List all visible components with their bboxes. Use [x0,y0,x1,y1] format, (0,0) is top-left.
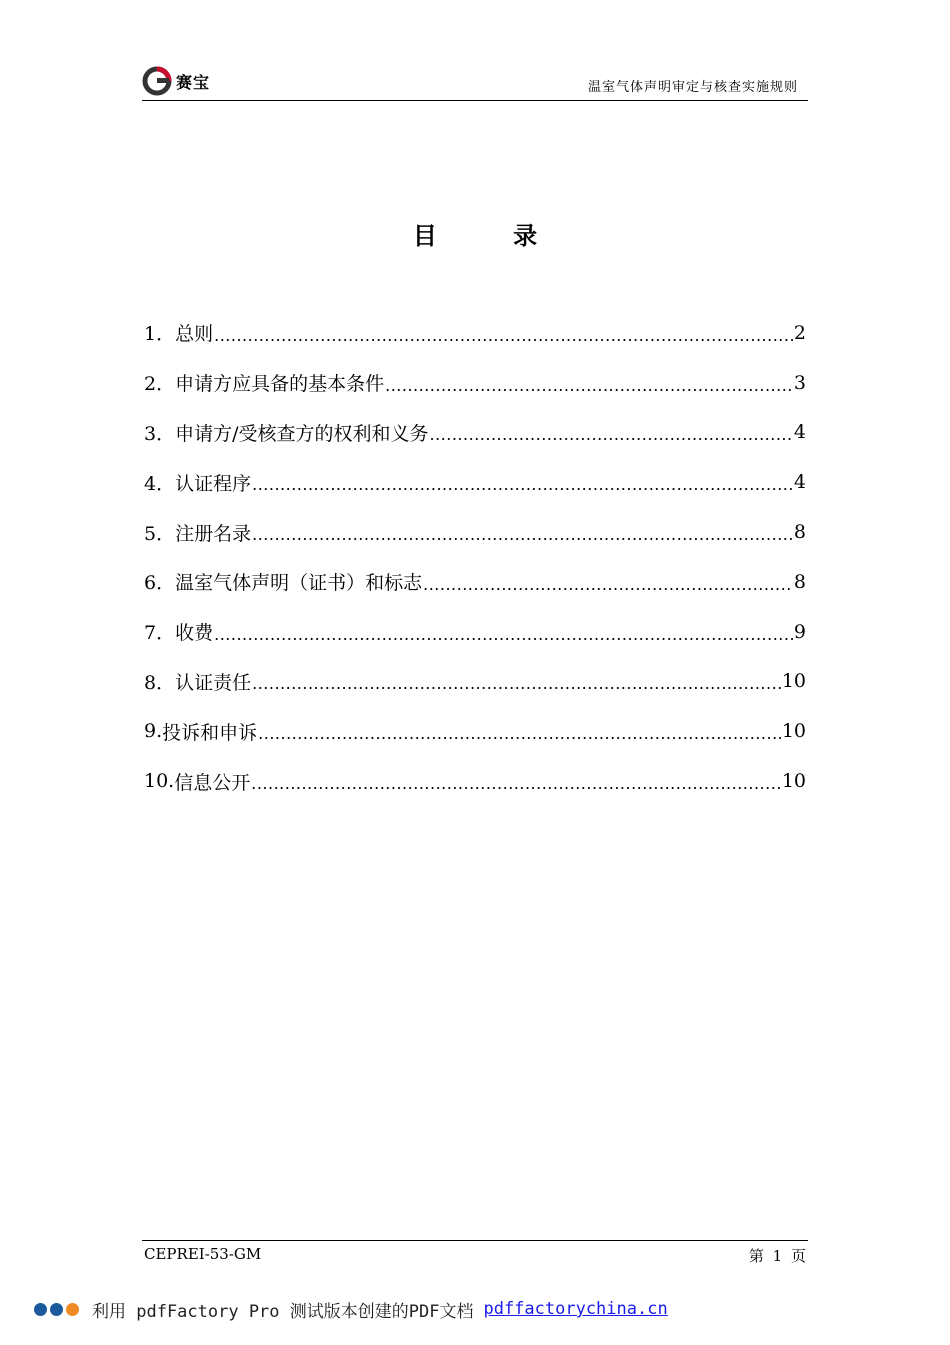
toc-page-number: 10 [781,770,806,793]
toc-leader-dots [430,425,793,457]
page-footer [142,1240,808,1267]
toc-entry-4[interactable] [144,457,806,507]
page-number-label: 第 1 页 [748,1247,806,1265]
page-header [142,62,808,101]
toc-leader-dots [252,525,793,557]
toc-leader-dots [258,724,781,756]
toc-number: 5． [144,522,176,545]
toc-page-number: 8 [793,570,806,593]
toc-leader-dots [423,575,793,607]
watermark-dot [34,1303,47,1316]
toc-leader-dots [251,774,781,806]
toc-entry-2[interactable] [144,358,806,408]
toc-leader-dots [214,625,793,657]
toc-label: 总则 [175,323,214,346]
page-title: 目 录 [412,222,572,250]
toc-leader-dots [385,376,793,408]
toc-entry-10[interactable] [144,756,806,806]
toc-number: 10. [144,770,175,793]
toc-label: 认证责任 [175,671,252,694]
watermark-link[interactable]: pdffactorychina.cn [483,1299,668,1319]
watermark-dots-icon [34,1303,82,1316]
toc-label: 收费 [175,622,214,645]
toc-page-number: 10 [781,670,806,693]
toc-number: 6． [144,572,176,595]
toc-label: 申请方/受核查方的权利和义务 [175,422,429,445]
toc-leader-dots [252,475,793,507]
toc-number: 2． [144,373,176,396]
toc-number: 7． [144,622,176,645]
toc-number: 8． [144,671,176,694]
toc-label: 认证程序 [175,472,252,495]
toc-page-number: 8 [793,521,806,544]
document-id: CEPREI-53-GM [144,1245,262,1263]
toc-number: 9. [144,720,163,743]
toc-leader-dots [252,674,781,706]
logo-mark-icon [142,66,172,96]
watermark-text: 利用 pdfFactory Pro 测试版本创建的PDF文档 [92,1301,474,1322]
table-of-contents [144,308,806,806]
toc-page-number: 4 [793,471,806,494]
toc-entry-8[interactable] [144,657,806,707]
toc-label: 信息公开 [174,771,251,794]
toc-label: 申请方应具备的基本条件 [175,373,385,396]
toc-label: 温室气体声明（证书）和标志 [175,572,423,595]
toc-number: 3． [144,422,176,445]
watermark-dot [50,1303,63,1316]
toc-page-number: 2 [793,321,806,344]
toc-page-number: 3 [793,371,806,394]
toc-label: 注册名录 [175,522,252,545]
toc-entry-7[interactable] [144,607,806,657]
toc-entry-6[interactable] [144,557,806,607]
toc-entry-5[interactable] [144,507,806,557]
pdffactory-watermark [34,1297,668,1321]
toc-page-number: 9 [793,620,806,643]
toc-page-number: 4 [793,421,806,444]
toc-leader-dots [214,326,793,358]
toc-number: 4． [144,472,176,495]
logo-text: 赛宝 [176,72,211,92]
header-title: 温室气体声明审定与核查实施规则 [587,80,798,95]
toc-entry-9[interactable] [144,706,806,756]
toc-page-number: 10 [781,720,806,743]
toc-entry-1[interactable] [144,308,806,358]
toc-number: 1． [144,323,176,346]
watermark-dot [66,1303,79,1316]
toc-entry-3[interactable] [144,408,806,458]
toc-label: 投诉和申诉 [162,721,258,744]
ceprei-logo [142,66,210,96]
